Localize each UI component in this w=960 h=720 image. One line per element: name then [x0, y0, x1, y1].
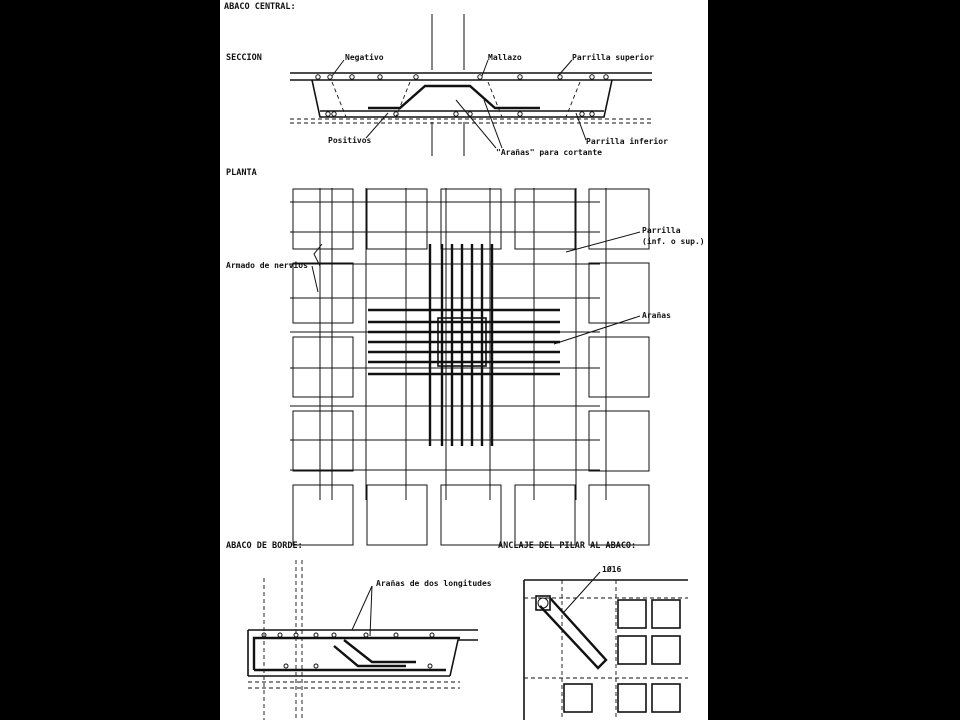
planta-drawing [226, 168, 705, 545]
coffer-outline [618, 636, 646, 664]
coffer-outline [515, 485, 575, 545]
coffer-outline [293, 411, 353, 471]
coffer-outline [293, 337, 353, 397]
construction-drawing [220, 0, 708, 720]
coffer-outline [367, 485, 427, 545]
coffer-outline [564, 684, 592, 712]
coffer-outline [293, 485, 353, 545]
label-1-16: 1Ø16 [602, 565, 622, 574]
leader-armado-nervios [312, 266, 318, 292]
anclaje-title: ANCLAJE DEL PILAR AL ABACO: [498, 541, 637, 551]
coffer-outline [515, 189, 575, 249]
coffer-outline [441, 189, 501, 249]
parrilla-grid [290, 188, 606, 500]
coffer-outline [589, 485, 649, 545]
label-parrilla: Parrilla [642, 226, 681, 235]
coffer-outline [618, 600, 646, 628]
label-aranas-cortante: "Arañas" para cortante [496, 148, 602, 157]
coffer-outline [293, 189, 353, 249]
coffer-outline [589, 337, 649, 397]
coffer-outline [652, 600, 680, 628]
label-parrilla-sub: (inf. o sup.) [642, 237, 705, 246]
abaco-borde-title: ABACO DE BORDE: [226, 541, 303, 551]
planta-title: PLANTA [226, 168, 257, 178]
coffer-outline [652, 636, 680, 664]
label-armado-nervios: Armado de nervios [226, 261, 308, 270]
label-aranas-dos-longitudes: Arañas de dos longitudes [376, 579, 492, 588]
abaco-borde-drawing [226, 541, 492, 720]
shear-spider-bar [368, 86, 540, 108]
label-parrilla-inferior: Parrilla inferior [586, 137, 668, 146]
label-negativo: Negativo [345, 53, 384, 62]
label-parrilla-superior: Parrilla superior [572, 53, 654, 62]
coffer-outline [441, 485, 501, 545]
coffer-outline [589, 189, 649, 249]
coffer-outline [367, 189, 427, 249]
label-aranas: Arañas [642, 311, 671, 320]
anclaje-drawing [498, 541, 688, 720]
seccion-title: SECCION [226, 53, 262, 63]
leader-aranas [554, 316, 640, 344]
rebar-dots [316, 75, 608, 116]
coffer-outline [589, 411, 649, 471]
leader-line [456, 100, 496, 148]
coffer-outline [652, 684, 680, 712]
drawing-sheet [220, 0, 708, 720]
spider-bars [368, 244, 560, 446]
coffer-outline [293, 263, 353, 323]
label-positivos: Positivos [328, 136, 372, 145]
abaco-central-title: ABACO CENTRAL: [224, 2, 296, 12]
coffer-outline [618, 684, 646, 712]
coffer-outline [589, 263, 649, 323]
seccion-drawing [226, 14, 668, 157]
label-mallazo: Mallazo [488, 53, 522, 62]
